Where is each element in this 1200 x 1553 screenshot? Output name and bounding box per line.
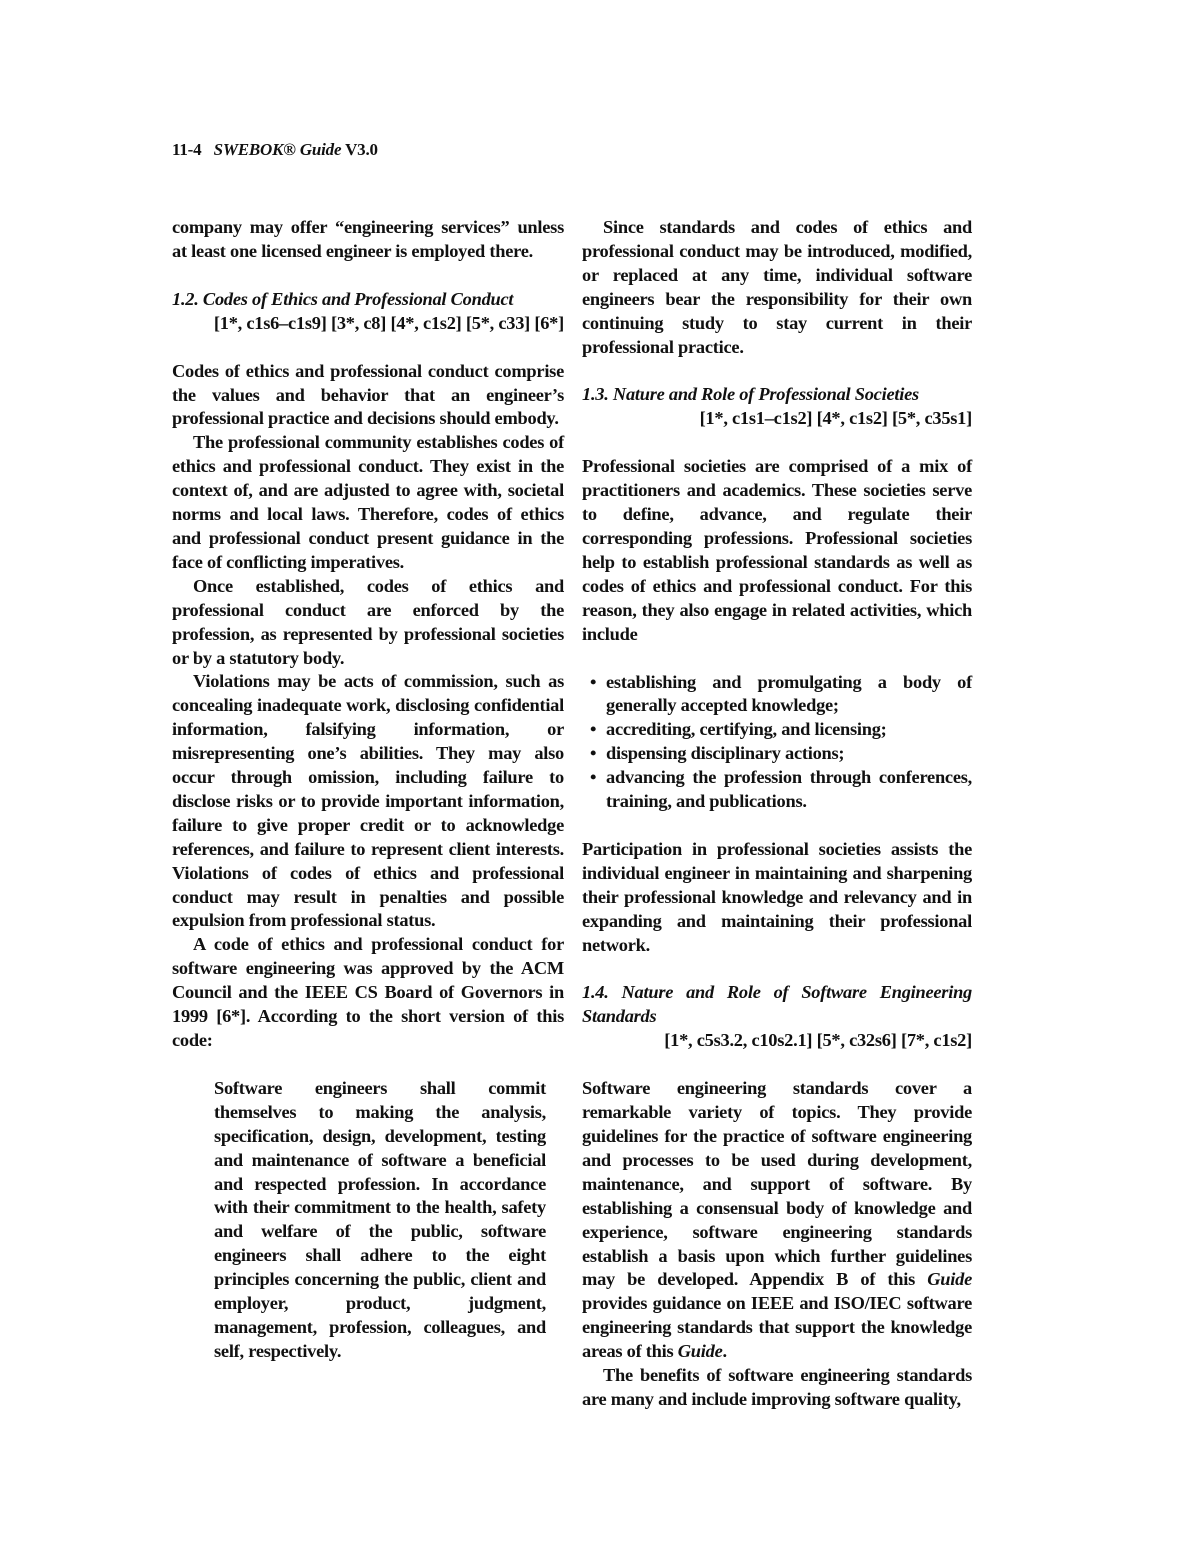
section-1-2-references: [1*, c1s6–c1s9] [3*, c8] [4*, c1s2] [5*, c33] [6*]: [213, 312, 564, 333]
paragraph: The professional community establishes codes of ethics and professional conduct. They exist in the context of, and are adjusted to agree with, societal norms and local laws. Therefore, codes of ethics and professional conduct present guidance in the face of conflicting imperatives.: [172, 432, 564, 572]
list-item: • advancing the profession through conferences, training, and publications.: [582, 766, 972, 814]
paragraph: Violations may be acts of commission, such as concealing inadequate work, disclosing confidential information, falsifying information, or misrepresenting one’s abilities. They may also occur through omission, including failure to disclose risks or to provide important information, failure to give proper credit or to acknowledge references, and failure to represent client interests. Violations of codes of ethics and professional conduct may result in penalties and possible expulsion from professional status.: [172, 671, 564, 931]
section-1-4-references: [1*, c5s3.2, c10s2.1] [5*, c32s6] [7*, c1s2]: [664, 1030, 972, 1051]
section-1-4-title: 1.4. Nature and Role of Software Engineering Standards: [582, 982, 972, 1027]
page-number: 11-4: [172, 140, 202, 159]
section-1-2-title: 1.2. Codes of Ethics and Professional Conduct: [172, 288, 514, 309]
book-version: V3.0: [345, 140, 378, 159]
paragraph: The benefits of software engineering standards are many and include improving software quality,: [582, 1365, 972, 1409]
running-header: [172, 140, 378, 160]
book-title: SWEBOK® Guide: [213, 140, 342, 159]
paragraph: Once established, codes of ethics and professional conduct are enforced by the profession, as represented by professional societies or by a statutory body.: [172, 575, 564, 668]
paragraph: A code of ethics and professional conduct for software engineering was approved by the ACM Council and the IEEE CS Board of Governors in 1999 [6*]. According to the short version of this code:: [172, 934, 564, 1050]
paragraph: Since standards and codes of ethics and professional conduct may be introduced, modified, or replaced at any time, individual software engineers bear the responsibility for their own continuing study to stay current in their professional practice.: [582, 217, 972, 357]
left-column: [172, 216, 564, 1364]
code-of-ethics-quote: Software engineers shall commit themselves to making the analysis, specification, design, development, testing and maintenance of software a beneficial and respected profession. In accordance with their commitment to the health, safety and welfare of the public, software engineers shall adhere to the eight principles concerning the public, client and employer, product, judgment, management, profession, colleagues, and self, respectively.: [214, 1077, 546, 1361]
paragraph-continued: company may offer “engineering services” unless at least one licensed engineer is employed there.: [172, 217, 564, 261]
list-item: • dispensing disciplinary actions;: [582, 742, 972, 766]
paragraph: Professional societies are comprised of a mix of practitioners and academics. These societies serve to define, advance, and regulate their corresponding professions. Professional societies help to establish professional standards as well as codes of ethics and professional conduct. For this reason, they also engage in related activities, which include: [582, 456, 972, 644]
list-item: • accrediting, certifying, and licensing;: [582, 718, 972, 742]
paragraph: Participation in professional societies assists the individual engineer in maintaining and sharpening their professional knowledge and relevancy and in expanding and maintaining their professional network.: [582, 838, 972, 955]
paragraph: Software engineering standards cover a remarkable variety of topics. They provide guidelines for the practice of software engineering and processes to be used during development, maintenance, and support of software. By establishing a consensual body of knowledge and experience, software engineering standards establish a basis upon which further guidelines may be developed. Appendix B of this Guide provides guidance on IEEE and ISO/IEC software engineering standards that support the knowledge areas of this Guide.: [582, 1078, 972, 1362]
section-1-3-references: [1*, c1s1–c1s2] [4*, c1s2] [5*, c35s1]: [699, 408, 972, 429]
activities-list: [582, 671, 972, 814]
section-1-3-title: 1.3. Nature and Role of Professional Societies: [582, 384, 919, 405]
paragraph: Codes of ethics and professional conduct comprise the values and behavior that an engineer’s professional practice and decisions should embody.: [172, 360, 564, 429]
list-item: • establishing and promulgating a body of generally accepted knowledge;: [582, 671, 972, 719]
right-column: [582, 216, 972, 1412]
